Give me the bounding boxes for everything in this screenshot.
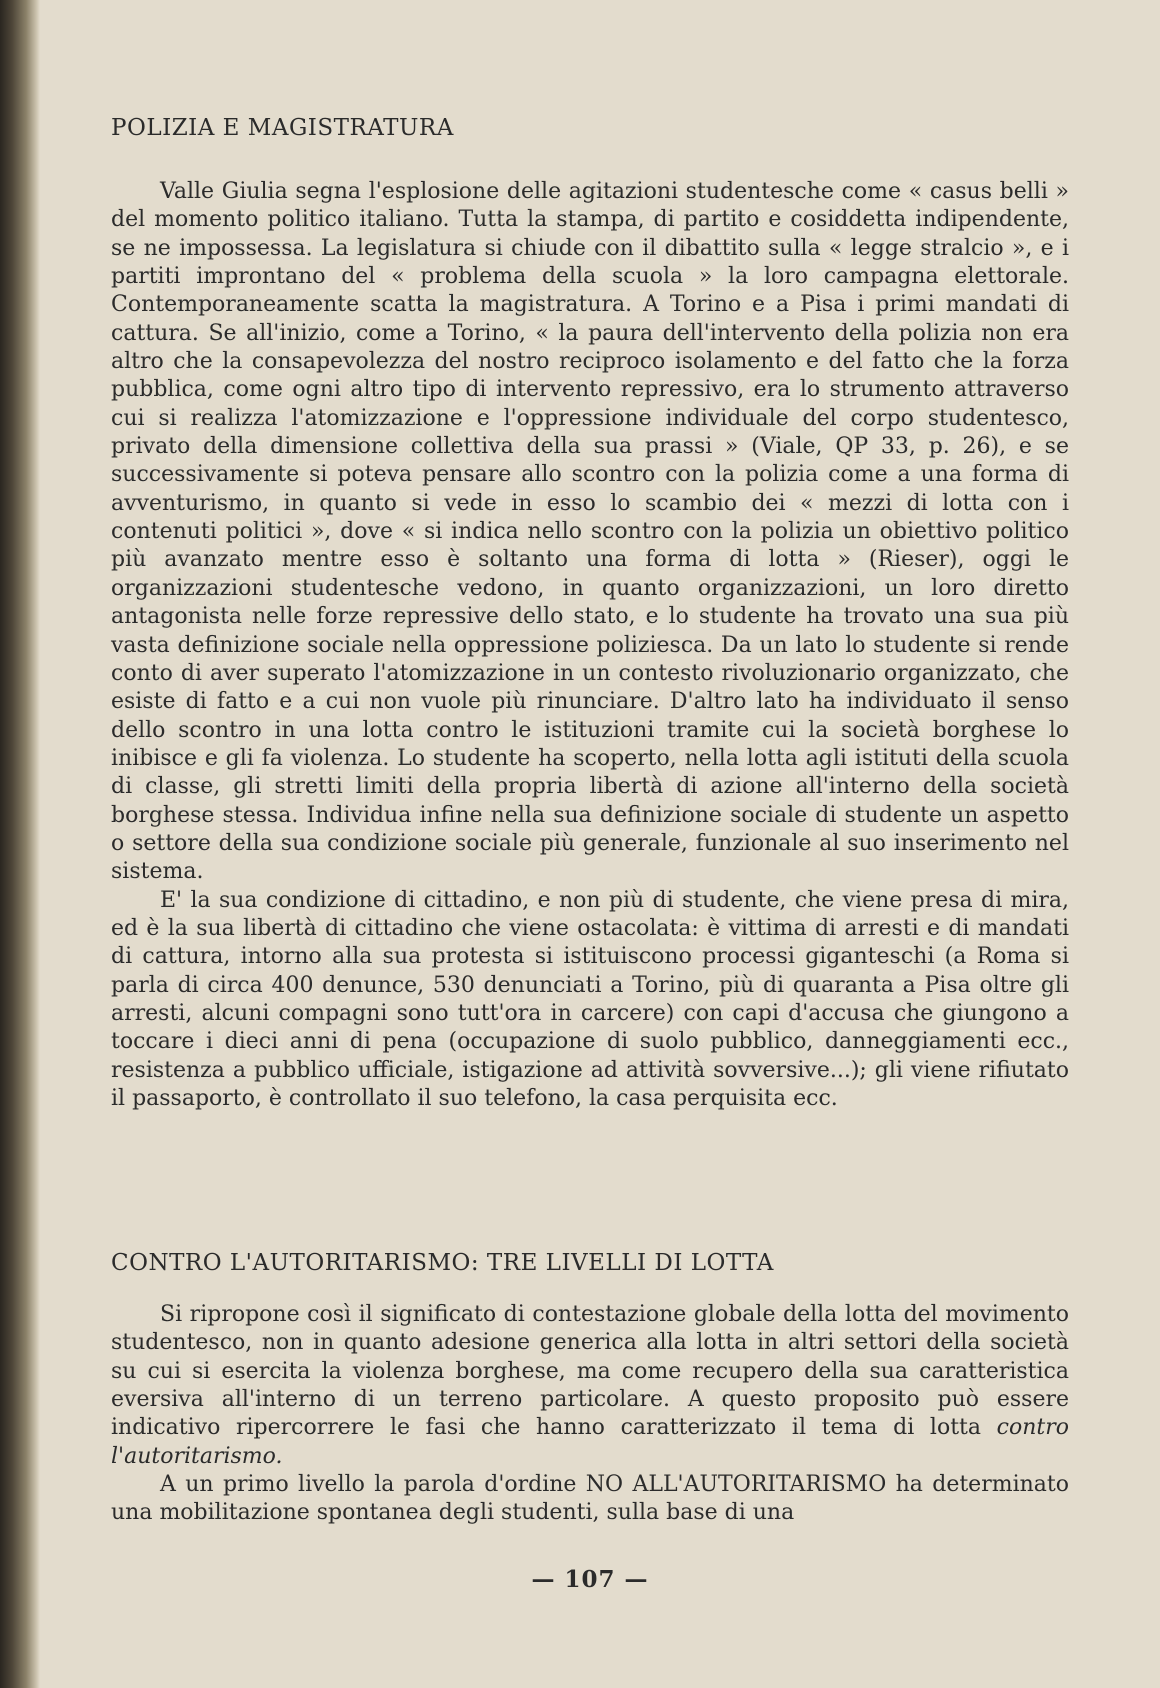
page-number: — 107 — xyxy=(531,1566,649,1593)
paragraph-text: Si ripropone così il significato di contestazione globale della lotta del movimento studentesco, non in quanto adesione generica alla lotta in altri settori della società su cui si esercita la violenza borghese, ma come recupero della sua caratteristica eversiva all'interno di un terreno particolare. A questo proposito può essere indicativo ripercorrere le fasi che hanno caratterizzato il tema di lotta xyxy=(111,1302,1069,1441)
paragraph: E' la sua condizione di cittadino, e non più di studente, che viene presa di mira, ed è la sua libertà di cittadino che viene ostacolata: è vittima di arresti e di mandati di cattura, intorno alla sua protesta si istituiscono processi giganteschi (a Roma si parla di circa 400 denunce, 530 denunciati a Torino, più di quaranta a Pisa oltre gli arresti, alcuni compagni sono tutt'ora in carcere) con capi d'accusa che giungono a toccare i dieci anni di pena (occupazione di suolo pubblico, danneggiamenti ecc., resistenza a pubblico ufficiale, istigazione ad attività sovversive...); gli viene rifiutato il passaporto, è controllato il suo telefono, la casa perquisita ecc. xyxy=(111,887,1069,1111)
emphasized-phrase: contro l'autoritarismo. xyxy=(111,1415,1069,1469)
section-body-polizia xyxy=(111,178,1069,1113)
section-body-autoritarismo xyxy=(111,1301,1069,1528)
paragraph: Valle Giulia segna l'esplosione delle agitazioni studentesche come « casus belli » del momento politico italiano. Tutta la stampa, di partito e cosiddetta indipendente, se ne impossessa. La legislatura si chiude con il dibattito sulla « legge stralcio », e i partiti improntano del « problema della scuola » la loro campagna elettorale. Contemporaneamente scatta la magistratura. A Torino e a Pisa i primi mandati di cattura. Se all'inizio, come a Torino, « la paura dell'intervento della polizia non era altro che la consapevolezza del nostro reciproco isolamento e del fatto che la forza pubblica, come ogni altro tipo di intervento repressivo, era lo strumento attraverso cui si realizza l'atomizzazione e l'oppressione individuale del corpo studentesco, privato della dimensione collettiva della sua prassi » (Viale, QP 33, p. 26), e se successivamente si poteva pensare allo scontro con la polizia come a una forma di avventurismo, in quanto si vede in esso lo scambio dei « mezzi di lotta con i contenuti politici », dove « si indica nello scontro con la polizia un obiettivo politico più avanzato mentre esso è soltanto una forma di lotta » (Rieser), oggi le organizzazioni studentesche vedono, in quanto organizzazioni, un loro diretto antagonista nelle forze repressive dello stato, e lo studente ha trovato una sua più vasta definizione sociale nella oppressione poliziesca. Da un lato lo studente si rende conto di aver superato l'atomizzazione in un contesto rivoluzionario organizzato, che esiste di fatto e a cui non vuole più rinunciare. D'altro lato ha individuato il senso dello scontro in una lotta contro le istituzioni tramite cui la società borghese lo inibisce e gli fa violenza. Lo studente ha scoperto, nella lotta agli istituti della scuola di classe, gli stretti limiti della propria libertà di azione all'interno della società borghese stessa. Individua infine nella sua definizione sociale di studente un aspetto o settore della sua condizione sociale più generale, funzionale al suo inserimento nel sistema. xyxy=(111,179,1069,885)
section-heading-autoritarismo: CONTRO L'AUTORITARISMO: TRE LIVELLI DI LOTTA xyxy=(111,1250,774,1276)
book-spine-shadow xyxy=(0,0,40,1688)
section-heading-polizia: POLIZIA E MAGISTRATURA xyxy=(111,115,454,141)
paragraph: A un primo livello la parola d'ordine NO ALL'AUTORITARISMO ha determinato una mobilitazione spontanea degli studenti, sulla base di una xyxy=(111,1472,1069,1526)
paragraph xyxy=(111,1301,1069,1471)
